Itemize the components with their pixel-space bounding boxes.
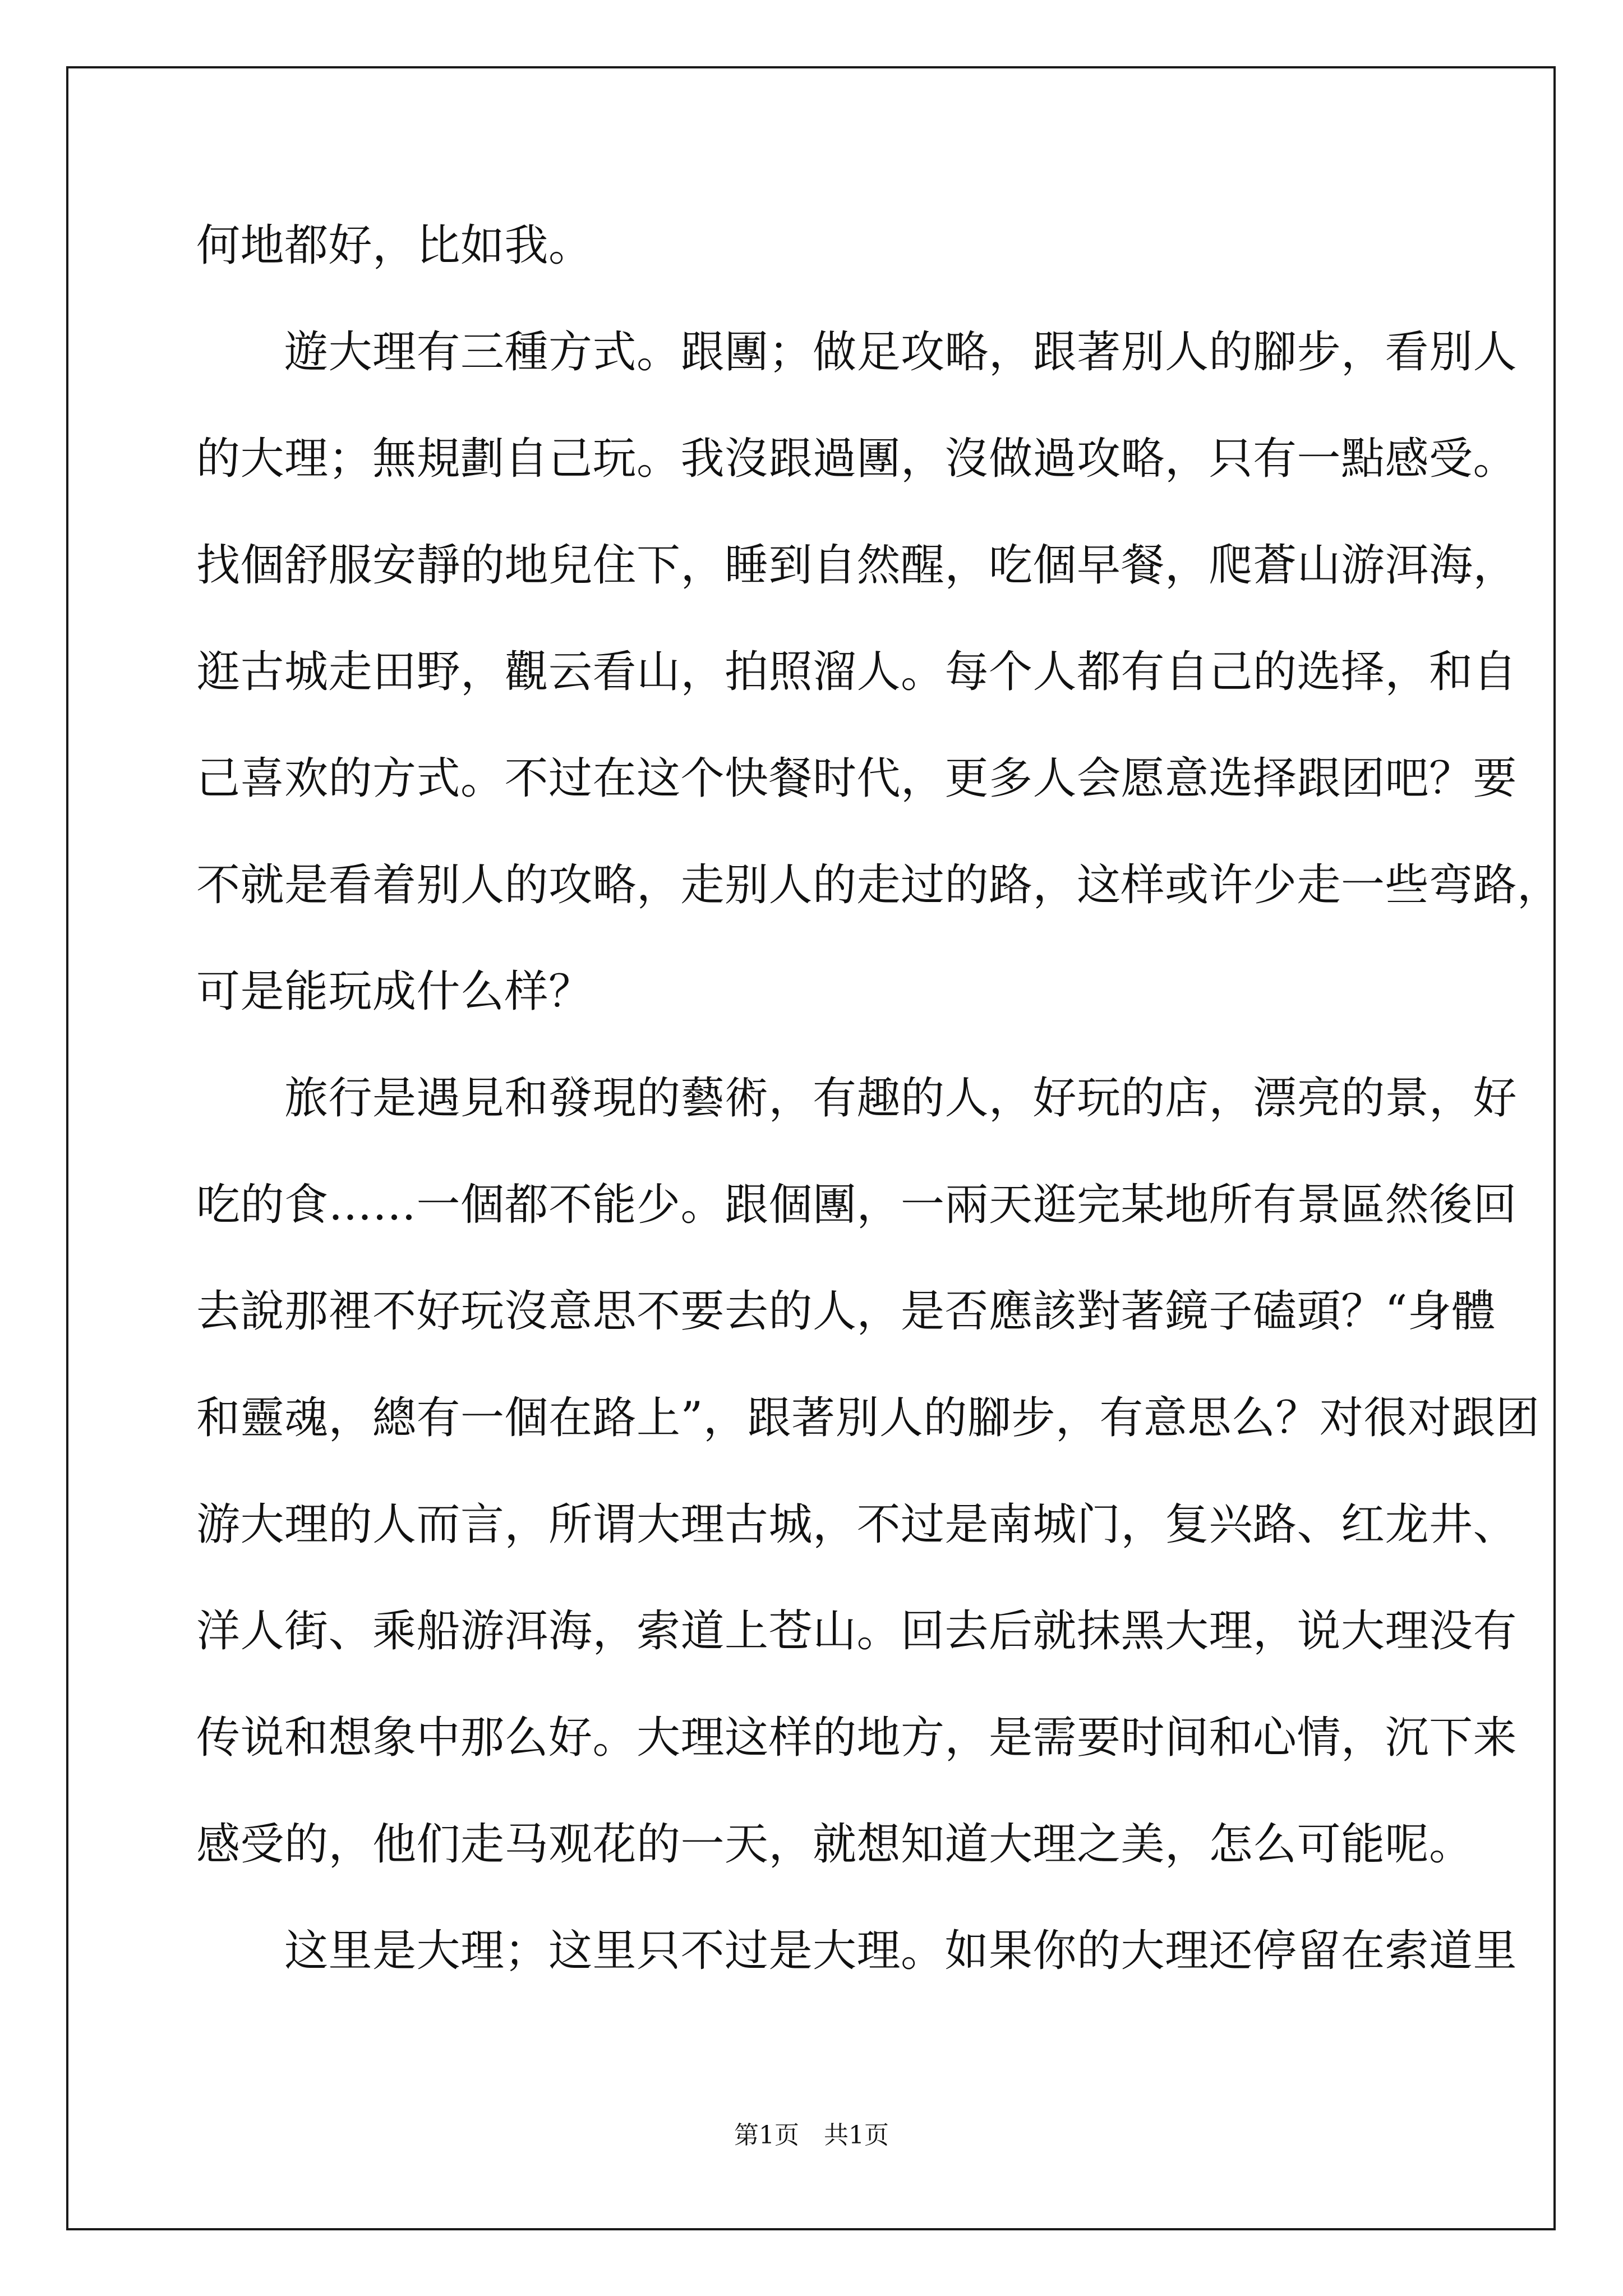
text-line-6: 己喜欢的方式。不过在这个快餐时代，更多人会愿意选择跟团吧？要 — [196, 753, 1518, 804]
text-line-15: 传说和想象中那么好。大理这样的地方，是需要时间和心情，沉下来 — [196, 1713, 1518, 1763]
text-line-2: 遊大理有三種方式。跟團；做足攻略，跟著別人的腳步，看別人 — [196, 327, 1518, 378]
text-line-3: 的大理；無規劃自己玩。我沒跟過團，沒做過攻略，只有一點感受。 — [196, 434, 1518, 484]
text-line-1: 何地都好，比如我。 — [196, 220, 593, 271]
text-line-11: 去說那裡不好玩沒意思不要去的人，是否應該對著鏡子磕頭？“身體 — [196, 1286, 1496, 1337]
text-line-5: 逛古城走田野，觀云看山，拍照溜人。每个人都有自己的选择，和自 — [196, 647, 1518, 697]
page-number-footer: 第1页 共1页 — [734, 2121, 889, 2150]
page-border — [66, 66, 1556, 2230]
text-line-13: 游大理的人而言，所谓大理古城，不过是南城门，复兴路、红龙井、 — [196, 1499, 1518, 1550]
text-line-9: 旅行是遇見和發現的藝術，有趣的人，好玩的店，漂亮的景，好 — [196, 1073, 1518, 1124]
text-line-4: 找個舒服安靜的地兒住下，睡到自然醒，吃個早餐，爬蒼山游洱海， — [196, 540, 1518, 591]
text-line-17: 这里是大理；这里只不过是大理。如果你的大理还停留在索道里 — [196, 1926, 1518, 1976]
text-line-10: 吃的食……一個都不能少。跟個團，一兩天逛完某地所有景區然後回 — [196, 1180, 1518, 1230]
text-line-7: 不就是看着别人的攻略，走别人的走过的路，这样或许少走一些弯路， — [196, 860, 1561, 910]
text-line-16: 感受的，他们走马观花的一天，就想知道大理之美，怎么可能呢。 — [196, 1819, 1473, 1870]
text-line-14: 洋人街、乘船游洱海，索道上苍山。回去后就抹黑大理，说大理没有 — [196, 1606, 1518, 1657]
text-line-12: 和靈魂，總有一個在路上”，跟著別人的腳步，有意思么？对很对跟团 — [196, 1393, 1540, 1443]
text-line-8: 可是能玩成什么样？ — [196, 967, 593, 1017]
